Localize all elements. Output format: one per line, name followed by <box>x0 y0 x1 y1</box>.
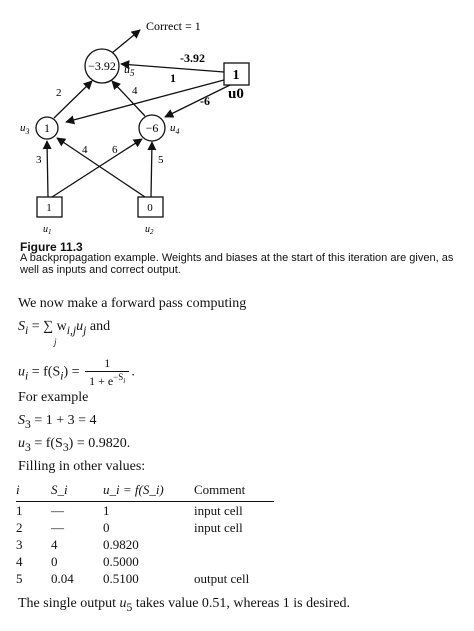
cell-si: — <box>51 519 64 535</box>
node-u3-label: $u_3$ <box>20 122 30 136</box>
node-u2-value: 0 <box>147 202 153 214</box>
cell-ui: 0.9820 <box>103 536 139 552</box>
edge-u4-u5 <box>112 81 145 116</box>
cell-i: 2 <box>16 519 23 535</box>
cell-comment: input cell <box>194 519 243 535</box>
cell-i: 1 <box>16 502 23 518</box>
node-u2-label: $u_2$ <box>145 224 154 236</box>
cell-si: 0 <box>51 553 58 569</box>
cell-ui: 0.5100 <box>103 570 139 586</box>
cell-ui: 0 <box>103 519 110 535</box>
edge-u1-u3 <box>47 141 48 197</box>
node-u5-label: $u_5$ <box>124 62 135 78</box>
node-u1-label: $u_1$ <box>43 224 52 236</box>
cell-ui: 0.5000 <box>103 553 139 569</box>
output-arrow <box>112 30 140 53</box>
table-row <box>16 502 274 520</box>
weight-u1-u4: 6 <box>112 144 118 156</box>
cell-comment <box>194 553 274 570</box>
figure-title: Figure 11.3 <box>20 240 83 254</box>
edge-u2-u3 <box>57 138 145 197</box>
intro-text: We now make a forward pass computing <box>18 296 247 311</box>
node-u0-label: u0 <box>228 86 244 102</box>
node-u5-value: −3.92 <box>88 59 116 73</box>
table-header-row <box>16 481 274 502</box>
cell-i: 3 <box>16 536 23 552</box>
table-row <box>16 536 274 553</box>
values-table <box>16 481 274 587</box>
header-si: S_i <box>51 482 68 497</box>
cell-si: 4 <box>51 536 58 552</box>
weight-u2-u4: 5 <box>158 154 164 166</box>
edge-u0-u4 <box>165 85 230 117</box>
table-row <box>16 570 274 587</box>
weight-u3-u5: 2 <box>56 87 62 99</box>
table-row <box>16 519 274 536</box>
weight-u0-u3: 1 <box>170 71 176 85</box>
node-u4-label: $u_4$ <box>170 122 180 136</box>
example-sum: $S_3 = 1 + 3 = 4$ <box>18 413 97 431</box>
weight-u2-u3: 4 <box>82 144 88 156</box>
header-ui: u_i = f(S_i) <box>103 482 164 497</box>
filling-text: Filling in other values: <box>18 459 146 474</box>
sum-equation: $S_i$ = ∑ $w_{i,j}u_j$ and <box>18 319 111 337</box>
edge-u1-u4 <box>52 139 142 197</box>
weight-u1-u3: 3 <box>36 154 42 166</box>
for-example-text: For example <box>18 390 89 405</box>
cell-comment <box>194 536 274 553</box>
node-u0-value: 1 <box>232 68 240 83</box>
edge-u2-u4 <box>151 142 152 197</box>
weight-u4-u5: 4 <box>132 85 138 97</box>
node-u3-value: 1 <box>44 121 50 135</box>
example-activation: $u_3 = f(S_3) = 0.9820$. <box>18 436 131 454</box>
cell-comment: output cell <box>194 570 250 586</box>
correct-output-label: Correct = 1 <box>146 19 201 33</box>
header-comment: Comment <box>194 482 246 497</box>
sigmoid-fraction: $\frac{1}{1 + e^{-S_i}}$ <box>85 356 129 389</box>
cell-ui: 1 <box>103 502 110 518</box>
cell-i: 5 <box>16 570 23 586</box>
header-i: i <box>16 482 20 497</box>
footer-text: The single output $u_5$ takes value 0.51, whereas 1 is desired. <box>18 596 351 614</box>
activation-equation: $u_i = f(S_i)$ = $\frac{1}{1 + e^{-S_i}}$ . <box>18 356 135 388</box>
node-u4-value: −6 <box>145 121 159 135</box>
network-diagram <box>0 0 474 236</box>
node-u1-value: 1 <box>46 202 52 214</box>
cell-comment: input cell <box>194 502 243 518</box>
weight-u0-u4: -6 <box>200 94 210 108</box>
weight-u0-u5: -3.92 <box>180 51 205 65</box>
cell-si: 0.04 <box>51 570 74 586</box>
figure-caption: A backpropagation example. Weights and biases at the start of this iteration are given, as well as inputs and correct output. <box>20 252 454 276</box>
cell-i: 4 <box>16 553 23 569</box>
table-row <box>16 553 274 570</box>
cell-si: — <box>51 502 64 518</box>
sum-index: j <box>54 337 57 347</box>
